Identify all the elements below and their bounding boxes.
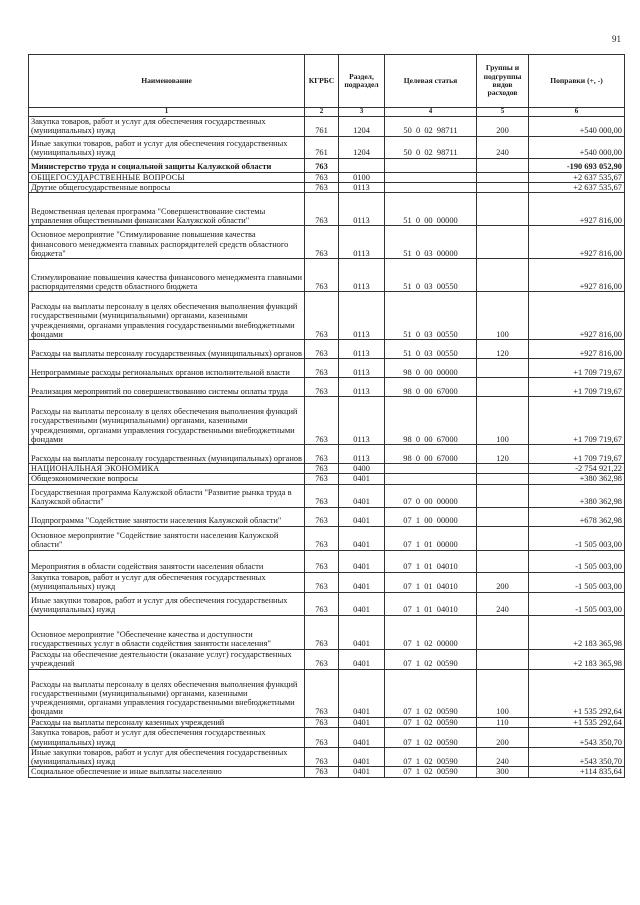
row-target-article bbox=[385, 464, 477, 474]
row-amendment: +1 709 719,67 bbox=[529, 445, 625, 464]
row-name: Общеэкономические вопросы bbox=[29, 474, 305, 484]
row-target-article: 07 1 00 00000 bbox=[385, 507, 477, 526]
row-name: Закупка товаров, работ и услуг для обеспечения государственных (муниципальных) нужд bbox=[29, 727, 305, 747]
table-row bbox=[29, 397, 625, 445]
row-kgrbs: 763 bbox=[305, 592, 339, 615]
row-target-article: 51 0 03 00000 bbox=[385, 226, 477, 259]
row-amendment: +2 637 535,67 bbox=[529, 172, 625, 182]
row-kgrbs: 763 bbox=[305, 572, 339, 592]
row-name: Реализация мероприятий по совершенствованию системы оплаты труда bbox=[29, 378, 305, 397]
row-amendment: +927 816,00 bbox=[529, 193, 625, 226]
column-number: 4 bbox=[385, 108, 477, 117]
row-expense-group: 200 bbox=[477, 572, 529, 592]
row-section: 0113 bbox=[339, 397, 385, 445]
row-expense-group: 120 bbox=[477, 445, 529, 464]
table-row bbox=[29, 717, 625, 727]
row-name: Расходы на выплаты персоналу государственных (муниципальных) органов bbox=[29, 340, 305, 359]
table-row bbox=[29, 378, 625, 397]
row-amendment: -2 754 921,22 bbox=[529, 464, 625, 474]
table-row bbox=[29, 136, 625, 158]
table-row bbox=[29, 193, 625, 226]
table-row bbox=[29, 359, 625, 378]
row-name: Расходы на выплаты персоналу в целях обеспечения выполнения функций государственными (муниципальными) органами, казенными учреждениями, органами управления государственными внебюджетными фондами bbox=[29, 669, 305, 717]
table-row bbox=[29, 649, 625, 669]
row-amendment: +927 816,00 bbox=[529, 226, 625, 259]
row-kgrbs: 763 bbox=[305, 615, 339, 649]
row-section: 0401 bbox=[339, 747, 385, 766]
row-kgrbs: 763 bbox=[305, 727, 339, 747]
table-row bbox=[29, 158, 625, 172]
row-amendment: +1 535 292,64 bbox=[529, 717, 625, 727]
table-row bbox=[29, 464, 625, 474]
row-target-article: 51 0 03 00550 bbox=[385, 340, 477, 359]
row-target-article: 51 0 00 00000 bbox=[385, 193, 477, 226]
row-amendment: +114 835,64 bbox=[529, 767, 625, 777]
column-number: 1 bbox=[29, 108, 305, 117]
row-expense-group: 240 bbox=[477, 747, 529, 766]
row-target-article: 51 0 03 00550 bbox=[385, 292, 477, 340]
row-expense-group bbox=[477, 615, 529, 649]
row-section: 0113 bbox=[339, 226, 385, 259]
row-amendment: +1 535 292,64 bbox=[529, 669, 625, 717]
row-amendment: +540 000,00 bbox=[529, 116, 625, 136]
row-expense-group: 200 bbox=[477, 116, 529, 136]
table-row bbox=[29, 669, 625, 717]
budget-amendments-table bbox=[28, 54, 625, 778]
row-section: 0401 bbox=[339, 717, 385, 727]
header-name: Наименование bbox=[29, 55, 305, 108]
row-expense-group: 100 bbox=[477, 397, 529, 445]
table-row bbox=[29, 550, 625, 572]
row-expense-group: 300 bbox=[477, 767, 529, 777]
row-target-article: 98 0 00 67000 bbox=[385, 378, 477, 397]
row-name: Основное мероприятие "Обеспечение качества и доступности государственных услуг в области содействия занятости населения" bbox=[29, 615, 305, 649]
row-target-article: 50 0 02 98711 bbox=[385, 116, 477, 136]
table-row bbox=[29, 292, 625, 340]
table-row bbox=[29, 615, 625, 649]
table-row bbox=[29, 526, 625, 550]
row-target-article: 50 0 02 98711 bbox=[385, 136, 477, 158]
row-expense-group bbox=[477, 259, 529, 292]
row-name: Другие общегосударственные вопросы bbox=[29, 182, 305, 192]
row-name: Мероприятия в области содействия занятости населения области bbox=[29, 550, 305, 572]
row-kgrbs: 763 bbox=[305, 550, 339, 572]
row-name: Министерство труда и социальной защиты Калужской области bbox=[29, 158, 305, 172]
row-expense-group: 110 bbox=[477, 717, 529, 727]
row-amendment: +927 816,00 bbox=[529, 292, 625, 340]
row-expense-group: 120 bbox=[477, 340, 529, 359]
row-kgrbs: 763 bbox=[305, 669, 339, 717]
table-row bbox=[29, 259, 625, 292]
header-amendment: Поправки (+, -) bbox=[529, 55, 625, 108]
row-amendment: +1 709 719,67 bbox=[529, 378, 625, 397]
row-kgrbs: 763 bbox=[305, 292, 339, 340]
row-kgrbs: 763 bbox=[305, 484, 339, 507]
row-target-article bbox=[385, 158, 477, 172]
row-name: Непрограммные расходы региональных органов исполнительной власти bbox=[29, 359, 305, 378]
row-name: Иные закупки товаров, работ и услуг для обеспечения государственных (муниципальных) нужд bbox=[29, 136, 305, 158]
row-target-article bbox=[385, 172, 477, 182]
row-kgrbs: 763 bbox=[305, 259, 339, 292]
table-row bbox=[29, 507, 625, 526]
row-target-article: 07 1 02 00590 bbox=[385, 669, 477, 717]
row-amendment: -1 505 003,00 bbox=[529, 526, 625, 550]
row-section: 0113 bbox=[339, 359, 385, 378]
table-row bbox=[29, 572, 625, 592]
row-kgrbs: 763 bbox=[305, 649, 339, 669]
row-expense-group bbox=[477, 172, 529, 182]
row-name: Расходы на выплаты персоналу государственных (муниципальных) органов bbox=[29, 445, 305, 464]
row-section: 1204 bbox=[339, 136, 385, 158]
column-number: 2 bbox=[305, 108, 339, 117]
row-section: 0401 bbox=[339, 507, 385, 526]
row-target-article: 07 1 01 04010 bbox=[385, 572, 477, 592]
row-name: НАЦИОНАЛЬНАЯ ЭКОНОМИКА bbox=[29, 464, 305, 474]
row-kgrbs: 763 bbox=[305, 767, 339, 777]
row-name: Расходы на выплаты персоналу в целях обеспечения выполнения функций государственными (муниципальными) органами, казенными учреждениями, органами управления государственными внебюджетными фондами bbox=[29, 292, 305, 340]
row-section: 0401 bbox=[339, 767, 385, 777]
row-section: 0113 bbox=[339, 182, 385, 192]
row-kgrbs: 763 bbox=[305, 182, 339, 192]
row-amendment: +1 709 719,67 bbox=[529, 397, 625, 445]
row-section: 0401 bbox=[339, 615, 385, 649]
row-section: 0401 bbox=[339, 474, 385, 484]
row-name: Стимулирование повышения качества финансового менеджмента главными распорядителями средств областного бюджета bbox=[29, 259, 305, 292]
row-amendment: +678 362,98 bbox=[529, 507, 625, 526]
row-target-article: 98 0 00 00000 bbox=[385, 359, 477, 378]
row-expense-group bbox=[477, 158, 529, 172]
row-target-article: 98 0 00 67000 bbox=[385, 445, 477, 464]
row-section: 0401 bbox=[339, 649, 385, 669]
table-row bbox=[29, 592, 625, 615]
row-expense-group bbox=[477, 484, 529, 507]
page-number: 91 bbox=[612, 34, 621, 44]
row-name: Закупка товаров, работ и услуг для обеспечения государственных (муниципальных) нужд bbox=[29, 572, 305, 592]
table-row bbox=[29, 116, 625, 136]
row-kgrbs: 763 bbox=[305, 526, 339, 550]
row-target-article: 07 1 01 00000 bbox=[385, 526, 477, 550]
row-section: 0401 bbox=[339, 550, 385, 572]
row-expense-group bbox=[477, 378, 529, 397]
row-kgrbs: 763 bbox=[305, 193, 339, 226]
row-amendment: -1 505 003,00 bbox=[529, 572, 625, 592]
row-target-article: 98 0 00 67000 bbox=[385, 397, 477, 445]
column-number: 6 bbox=[529, 108, 625, 117]
table-row bbox=[29, 767, 625, 777]
row-section: 0401 bbox=[339, 526, 385, 550]
row-expense-group bbox=[477, 464, 529, 474]
row-kgrbs: 763 bbox=[305, 397, 339, 445]
row-expense-group: 240 bbox=[477, 136, 529, 158]
row-expense-group bbox=[477, 507, 529, 526]
row-name: Расходы на выплаты персоналу в целях обеспечения выполнения функций государственными (муниципальными) органами, казенными учреждениями, органами управления государственными внебюджетными фондами bbox=[29, 397, 305, 445]
row-target-article: 07 1 01 04010 bbox=[385, 550, 477, 572]
row-target-article: 07 1 01 04010 bbox=[385, 592, 477, 615]
row-kgrbs: 763 bbox=[305, 359, 339, 378]
row-section: 0400 bbox=[339, 464, 385, 474]
row-amendment: +2 183 365,98 bbox=[529, 649, 625, 669]
row-target-article: 07 1 02 00590 bbox=[385, 767, 477, 777]
row-section: 0113 bbox=[339, 378, 385, 397]
row-target-article: 07 0 00 00000 bbox=[385, 484, 477, 507]
row-target-article: 07 1 02 00590 bbox=[385, 747, 477, 766]
row-expense-group: 200 bbox=[477, 727, 529, 747]
column-number: 3 bbox=[339, 108, 385, 117]
row-kgrbs: 763 bbox=[305, 158, 339, 172]
row-section: 0401 bbox=[339, 572, 385, 592]
row-section: 0113 bbox=[339, 259, 385, 292]
row-amendment: +1 709 719,67 bbox=[529, 359, 625, 378]
row-name: Ведомственная целевая программа "Совершенствование системы управления общественными финансами Калужской области" bbox=[29, 193, 305, 226]
row-kgrbs: 763 bbox=[305, 445, 339, 464]
row-name: Иные закупки товаров, работ и услуг для обеспечения государственных (муниципальных) нужд bbox=[29, 747, 305, 766]
row-kgrbs: 763 bbox=[305, 378, 339, 397]
table-row bbox=[29, 445, 625, 464]
row-amendment: +2 637 535,67 bbox=[529, 182, 625, 192]
header-target: Целевая статья bbox=[385, 55, 477, 108]
header-section: Раздел, подраздел bbox=[339, 55, 385, 108]
row-amendment: +380 362,98 bbox=[529, 484, 625, 507]
row-expense-group bbox=[477, 526, 529, 550]
row-target-article: 07 1 02 00590 bbox=[385, 727, 477, 747]
row-section: 0113 bbox=[339, 193, 385, 226]
row-target-article: 07 1 02 00590 bbox=[385, 717, 477, 727]
row-expense-group bbox=[477, 226, 529, 259]
row-section: 0113 bbox=[339, 340, 385, 359]
row-section: 0401 bbox=[339, 727, 385, 747]
row-kgrbs: 763 bbox=[305, 226, 339, 259]
row-amendment: +543 350,70 bbox=[529, 727, 625, 747]
row-name: Подпрограмма "Содействие занятости населения Калужской области" bbox=[29, 507, 305, 526]
row-section: 0113 bbox=[339, 292, 385, 340]
row-name: Расходы на выплаты персоналу казенных учреждений bbox=[29, 717, 305, 727]
table-row bbox=[29, 727, 625, 747]
row-name: Социальное обеспечение и иные выплаты населению bbox=[29, 767, 305, 777]
row-target-article: 07 1 02 00590 bbox=[385, 649, 477, 669]
row-name: Основное мероприятие "Стимулирование повышения качества финансового менеджмента главных распорядителей средств областного бюджета" bbox=[29, 226, 305, 259]
row-expense-group bbox=[477, 193, 529, 226]
row-name: Иные закупки товаров, работ и услуг для обеспечения государственных (муниципальных) нужд bbox=[29, 592, 305, 615]
column-number: 5 bbox=[477, 108, 529, 117]
table-row bbox=[29, 226, 625, 259]
row-kgrbs: 761 bbox=[305, 116, 339, 136]
row-expense-group: 100 bbox=[477, 669, 529, 717]
row-target-article: 07 1 02 00000 bbox=[385, 615, 477, 649]
row-name: Государственная программа Калужской области "Развитие рынка труда в Калужской области" bbox=[29, 484, 305, 507]
header-kgrbs: КГРБС bbox=[305, 55, 339, 108]
table-row bbox=[29, 474, 625, 484]
row-expense-group bbox=[477, 359, 529, 378]
row-amendment: -1 505 003,00 bbox=[529, 550, 625, 572]
row-name: Основное мероприятие "Содействие занятости населения Калужской области" bbox=[29, 526, 305, 550]
row-expense-group: 240 bbox=[477, 592, 529, 615]
row-amendment: +927 816,00 bbox=[529, 259, 625, 292]
row-kgrbs: 763 bbox=[305, 717, 339, 727]
row-section: 0401 bbox=[339, 484, 385, 507]
row-expense-group bbox=[477, 182, 529, 192]
row-kgrbs: 763 bbox=[305, 474, 339, 484]
row-name: Расходы на обеспечение деятельности (оказание услуг) государственных учреждений bbox=[29, 649, 305, 669]
row-kgrbs: 763 bbox=[305, 172, 339, 182]
row-kgrbs: 761 bbox=[305, 136, 339, 158]
row-section: 0113 bbox=[339, 445, 385, 464]
table-row bbox=[29, 484, 625, 507]
row-amendment: +380 362,98 bbox=[529, 474, 625, 484]
row-section: 0401 bbox=[339, 592, 385, 615]
table-row bbox=[29, 182, 625, 192]
row-expense-group bbox=[477, 649, 529, 669]
row-expense-group: 100 bbox=[477, 292, 529, 340]
row-amendment: -190 693 052,90 bbox=[529, 158, 625, 172]
row-amendment: +540 000,00 bbox=[529, 136, 625, 158]
row-section: 0100 bbox=[339, 172, 385, 182]
row-section bbox=[339, 158, 385, 172]
row-amendment: +927 816,00 bbox=[529, 340, 625, 359]
row-section: 0401 bbox=[339, 669, 385, 717]
row-target-article bbox=[385, 182, 477, 192]
row-target-article bbox=[385, 474, 477, 484]
row-target-article: 51 0 03 00550 bbox=[385, 259, 477, 292]
row-expense-group bbox=[477, 474, 529, 484]
table-row bbox=[29, 340, 625, 359]
row-kgrbs: 763 bbox=[305, 340, 339, 359]
row-amendment: -1 505 003,00 bbox=[529, 592, 625, 615]
row-kgrbs: 763 bbox=[305, 507, 339, 526]
row-section: 1204 bbox=[339, 116, 385, 136]
row-expense-group bbox=[477, 550, 529, 572]
row-name: Закупка товаров, работ и услуг для обеспечения государственных (муниципальных) нужд bbox=[29, 116, 305, 136]
table-row bbox=[29, 172, 625, 182]
header-group: Группы и подгруппы видов расходов bbox=[477, 55, 529, 108]
row-amendment: +543 350,70 bbox=[529, 747, 625, 766]
row-kgrbs: 763 bbox=[305, 747, 339, 766]
table-row bbox=[29, 747, 625, 766]
row-amendment: +2 183 365,98 bbox=[529, 615, 625, 649]
row-name: ОБЩЕГОСУДАРСТВЕННЫЕ ВОПРОСЫ bbox=[29, 172, 305, 182]
row-kgrbs: 763 bbox=[305, 464, 339, 474]
